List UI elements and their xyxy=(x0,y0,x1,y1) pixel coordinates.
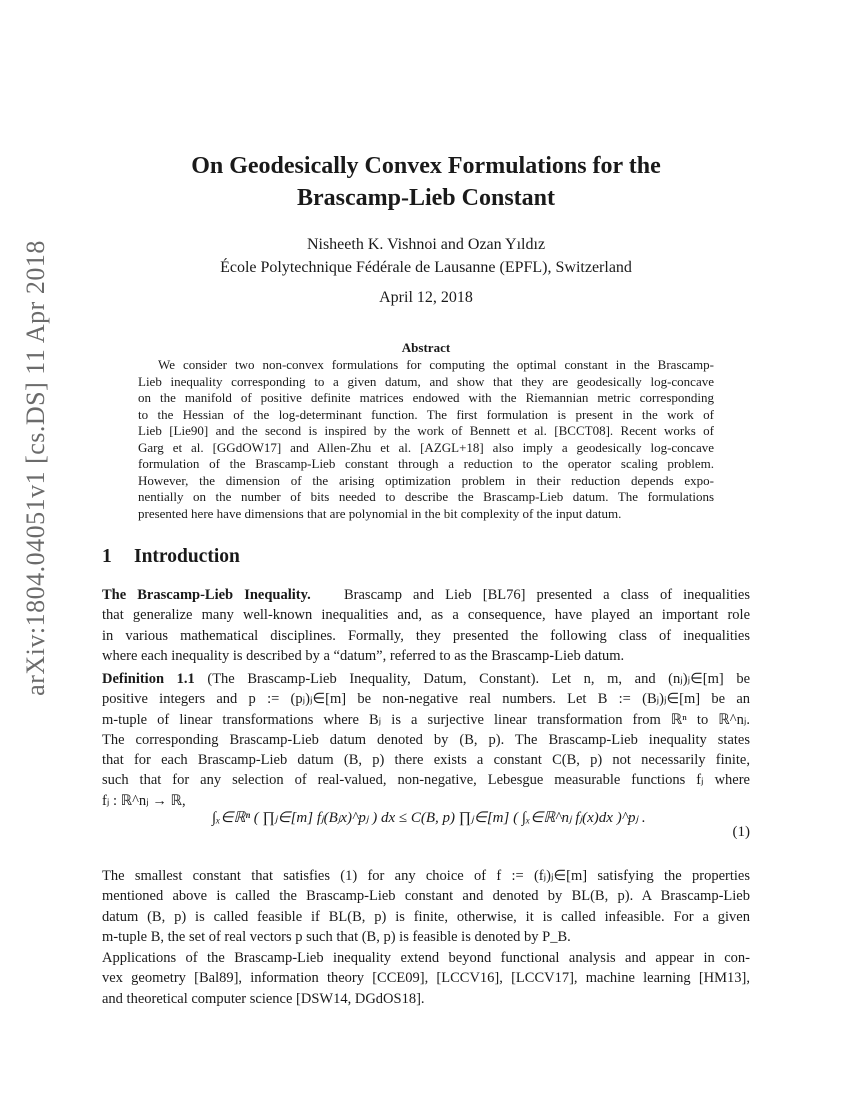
equation-1 xyxy=(102,808,750,860)
paragraph-line: in various mathematical disciplines. Formally, they presented the following class of inequalities xyxy=(102,627,750,644)
abstract-line: nentially on the number of bits needed to describe the Brascamp-Lieb datum. The formulations xyxy=(138,489,714,504)
abstract-heading: Abstract xyxy=(401,340,451,355)
section-number: 1 xyxy=(102,546,112,567)
abstract-line: on the manifold of positive definite matrices endowed with the Riemannian metric corresponding xyxy=(138,390,714,405)
abstract-line: formulation of the Brascamp-Lieb constant through a reduction to the operator scaling problem. xyxy=(138,456,714,471)
paragraph-line: that generalize many well-known inequalities and, as a consequence, have played an important role xyxy=(102,607,750,624)
paragraph-line: where each inequality is described by a “datum”, referred to as the Brascamp-Lieb datum. xyxy=(102,647,625,664)
definition-line: that for each Brascamp-Lieb datum (B, p) there exists a constant C(B, p) not necessarily finite, xyxy=(102,752,750,769)
arxiv-identifier-stamp xyxy=(18,239,54,696)
paragraph-line: and theoretical computer science [DSW14, DGdOS18]. xyxy=(102,990,425,1007)
equation-expression: ∫ₓ∈ℝⁿ ( ∏ⱼ∈[m] fⱼ(Bⱼx)^pⱼ ) dx ≤ C(B, p) ∏ⱼ∈[m] ( ∫ₓ∈ℝ^nⱼ fⱼ(x)dx )^pⱼ . xyxy=(212,810,646,826)
constant-paragraph xyxy=(102,866,750,947)
title-line: Brascamp-Lieb Constant xyxy=(296,185,555,211)
title-line: On Geodesically Convex Formulations for the xyxy=(191,153,661,179)
definition-text: (The Brascamp-Lieb Inequality, Datum, Constant). Let n, m, and (nⱼ)ⱼ∈[m] be xyxy=(207,671,751,687)
intro-paragraph xyxy=(102,585,750,666)
abstract-line: to the Hessian of the log-determinant function. The first formulation is present in the work of xyxy=(138,406,714,422)
paragraph-line: mentioned above is called the Brascamp-Lieb constant and denoted by BL(B, p). A Brascamp-Lieb xyxy=(102,888,750,905)
abstract-line: We consider two non-convex formulations for computing the optimal constant in the Brascamp- xyxy=(158,357,714,372)
paper-date: April 12, 2018 xyxy=(379,289,473,306)
definition-line: fⱼ : ℝ^nⱼ → ℝ, xyxy=(102,792,186,809)
paragraph-text: Brascamp and Lieb [BL76] presented a class of inequalities xyxy=(343,587,750,603)
section-title: Introduction xyxy=(134,546,240,567)
paragraph-line xyxy=(102,585,750,605)
paragraph-line: vex geometry [Bal89], information theory [CCE09], [LCCV16], [LCCV17], machine learning [HM13], xyxy=(102,970,750,987)
definition-line xyxy=(102,669,750,689)
abstract-body xyxy=(138,357,714,522)
applications-paragraph xyxy=(102,948,750,1009)
abstract-line: Garg et al. [GGdOW17] and Allen-Zhu et al. [AZGL+18] also imply a geodesically log-concave xyxy=(138,439,714,455)
author-block xyxy=(102,233,750,279)
author-affiliation: École Polytechnique Fédérale de Lausanne (EPFL), Switzerland xyxy=(220,259,632,276)
paragraph-line: The smallest constant that satisfies (1) for any choice of f := (fⱼ)ⱼ∈[m] satisfying the properties xyxy=(102,868,750,884)
paragraph-line: Applications of the Brascamp-Lieb inequality extend beyond functional analysis and appear in con- xyxy=(102,950,750,966)
definition-line: m-tuple of linear transformations where Bⱼ is a surjective linear transformation from ℝⁿ to ℝ^nⱼ. xyxy=(102,711,750,728)
paper-title xyxy=(102,150,750,214)
definition-line: such that for any selection of real-valued, non-negative, Lebesgue measurable functions fⱼ where xyxy=(102,772,750,789)
run-in-heading: The Brascamp-Lieb Inequality. xyxy=(102,587,311,603)
equation-number: (1) xyxy=(732,824,750,840)
paragraph-line: datum (B, p) is called feasible if BL(B, p) is finite, otherwise, it is called infeasible. For a given xyxy=(102,908,750,925)
definition-block xyxy=(102,669,750,811)
definition-label: Definition 1.1 xyxy=(102,671,195,687)
arxiv-id-text: arXiv:1804.04051v1 [cs.DS] 11 Apr 2018 xyxy=(21,239,51,696)
paragraph-line: m-tuple B, the set of real vectors p such that (B, p) is feasible is denoted by P_B. xyxy=(102,928,571,945)
abstract-line: Lieb inequality corresponding to a given datum, and show that they are geodesically log-concave xyxy=(138,373,714,389)
author-names: Nisheeth K. Vishnoi and Ozan Yıldız xyxy=(306,236,546,253)
section-heading xyxy=(102,546,240,568)
abstract-line: Lieb [Lie90] and the second is inspired by the work of Bennett et al. [BCCT08]. Recent works of xyxy=(138,423,714,438)
abstract-line: However, the dimension of the arising optimization problem in their reduction depends expo- xyxy=(138,472,714,488)
abstract-line: presented here have dimensions that are polynomial in the bit complexity of the input datum. xyxy=(138,505,622,521)
definition-line: The corresponding Brascamp-Lieb datum denoted by (B, p). The Brascamp-Lieb inequality states xyxy=(102,731,750,748)
definition-line: positive integers and p := (pⱼ)ⱼ∈[m] be non-negative real numbers. Let B := (Bⱼ)ⱼ∈[m] be an xyxy=(102,691,750,708)
